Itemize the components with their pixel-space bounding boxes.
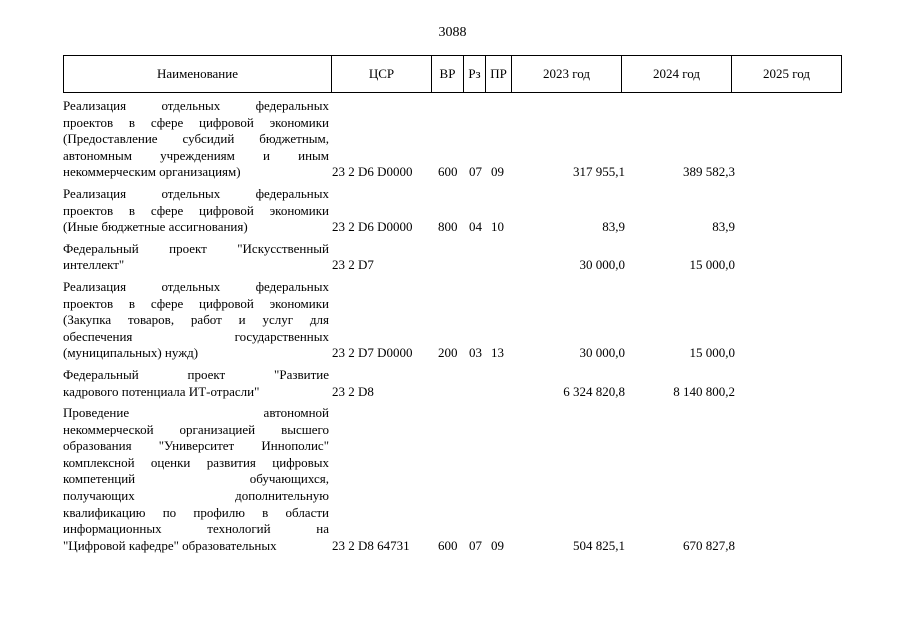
table-row [63, 186, 844, 236]
row-value-2024: 8 140 800,2 [673, 383, 735, 399]
row-name-line: Реализация отдельных федеральных [63, 185, 329, 201]
row-name-line: некоммерческим организациям) [63, 164, 241, 180]
table-row [63, 367, 844, 400]
row-name-line: информационных технологий на [63, 521, 329, 537]
row-name-line: (Закупка товаров, работ и услуг для [63, 312, 329, 328]
row-name-line: компетенций обучающихся, [63, 471, 329, 487]
table-row [63, 405, 844, 554]
row-name-line: интеллект" [63, 257, 125, 273]
row-value-2024: 83,9 [712, 219, 735, 235]
row-name-line: обеспечения государственных [63, 328, 329, 344]
column-header-2025: 2025 год [732, 56, 842, 93]
row-pr: 13 [491, 345, 504, 361]
row-value-2023: 30 000,0 [579, 345, 625, 361]
row-name-line: автономным учреждениям и иным [63, 147, 329, 163]
row-value-2023: 317 955,1 [573, 164, 625, 180]
row-rz: 07 [469, 537, 482, 553]
row-name-line: комплексной оценки развития цифровых [63, 454, 329, 470]
table-row [63, 279, 844, 362]
row-name-line: получающих дополнительную [63, 488, 329, 504]
row-name [63, 186, 329, 236]
row-name-line: квалификацию по профилю в области [63, 504, 329, 520]
row-name [63, 241, 329, 274]
row-value-2024: 670 827,8 [683, 537, 735, 553]
column-header-csr: ЦСР [332, 56, 432, 93]
row-name-line: Проведение автономной [63, 405, 329, 421]
row-rz: 04 [469, 219, 482, 235]
row-vr: 200 [438, 345, 458, 361]
row-pr: 09 [491, 537, 504, 553]
row-csr: 23 2 D8 [332, 383, 374, 399]
row-vr: 600 [438, 164, 458, 180]
row-name-line: (Иные бюджетные ассигнования) [63, 219, 248, 235]
row-name [63, 98, 329, 181]
column-header-2024: 2024 год [622, 56, 732, 93]
row-name [63, 279, 329, 362]
row-csr: 23 2 D7 D0000 [332, 345, 413, 361]
row-name-line: некоммерческой организацией высшего [63, 421, 329, 437]
row-value-2023: 6 324 820,8 [563, 383, 625, 399]
page-number: 3088 [438, 25, 467, 40]
table-header [63, 55, 842, 93]
row-name-line: кадрового потенциала ИТ-отрасли" [63, 383, 260, 399]
row-pr: 10 [491, 219, 504, 235]
row-name-line: Реализация отдельных федеральных [63, 278, 329, 294]
row-name-line: "Цифровой кафедре" образовательных [63, 537, 277, 553]
row-name-line: Реализация отдельных федеральных [63, 98, 329, 113]
row-name [63, 405, 329, 554]
row-name-line: Федеральный проект "Искусственный [63, 240, 329, 256]
column-header-vr: ВР [432, 56, 464, 93]
table-row [63, 98, 844, 181]
row-csr: 23 2 D7 [332, 257, 374, 273]
row-name-line: (муниципальных) нужд) [63, 345, 199, 361]
table-row [63, 241, 844, 274]
row-vr: 600 [438, 537, 458, 553]
row-rz: 03 [469, 345, 482, 361]
row-value-2023: 83,9 [602, 219, 625, 235]
row-pr: 09 [491, 164, 504, 180]
row-value-2024: 15 000,0 [689, 345, 735, 361]
row-name-line: проектов в сфере цифровой экономики [63, 295, 329, 311]
row-csr: 23 2 D6 D0000 [332, 164, 413, 180]
row-name-line: (Предоставление субсидий бюджетным, [63, 131, 329, 147]
row-name-line: образования "Университет Иннополис" [63, 438, 329, 454]
row-vr: 800 [438, 219, 458, 235]
row-value-2023: 30 000,0 [579, 257, 625, 273]
row-csr: 23 2 D6 D0000 [332, 219, 413, 235]
row-name [63, 367, 329, 400]
row-value-2023: 504 825,1 [573, 537, 625, 553]
row-value-2024: 389 582,3 [683, 164, 735, 180]
column-header-name: Наименование [64, 56, 332, 93]
row-name-line: проектов в сфере цифровой экономики [63, 114, 329, 130]
row-name-line: Федеральный проект "Развитие [63, 366, 329, 382]
row-rz: 07 [469, 164, 482, 180]
column-header-rz: Рз [464, 56, 486, 93]
table-body [63, 98, 844, 559]
column-header-2023: 2023 год [512, 56, 622, 93]
row-value-2024: 15 000,0 [689, 257, 735, 273]
column-header-pr: ПР [486, 56, 512, 93]
row-csr: 23 2 D8 64731 [332, 537, 410, 553]
row-name-line: проектов в сфере цифровой экономики [63, 202, 329, 218]
